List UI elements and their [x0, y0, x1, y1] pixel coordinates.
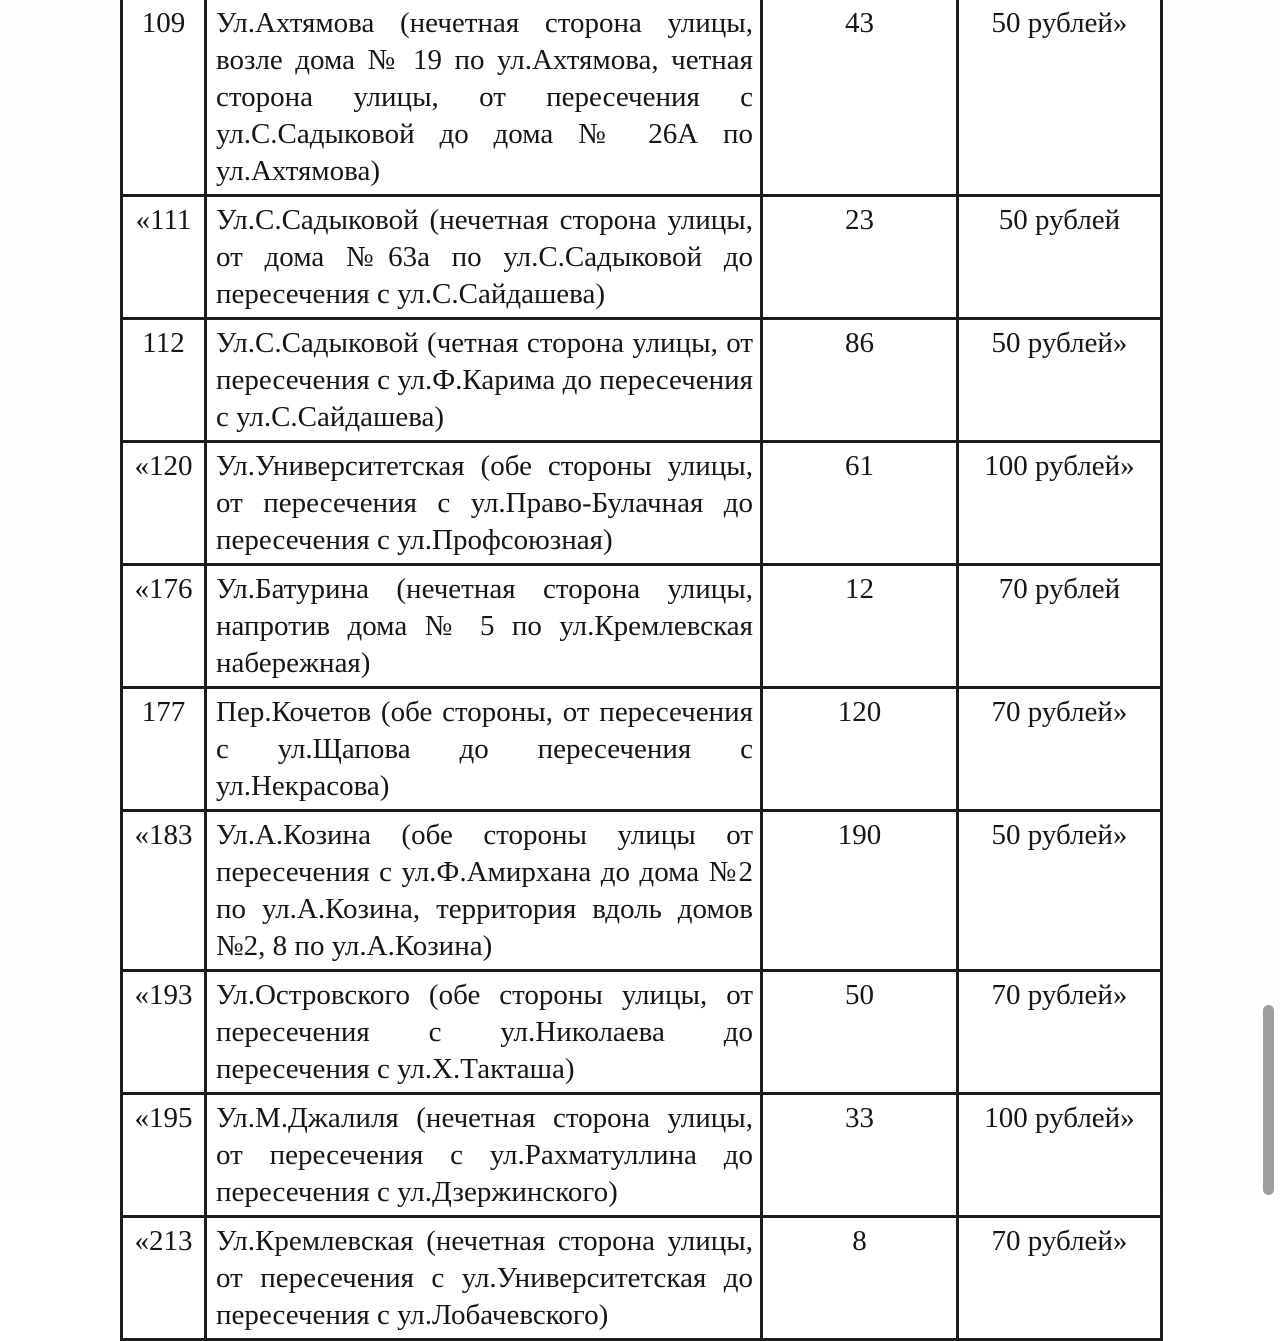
- scrollbar-thumb[interactable]: [1263, 1005, 1274, 1195]
- description-cell: Ул.Ахтямова (нечетная сторона улицы, возле дома № 19 по ул.Ахтямова, четная сторона улицы, от пересечения с ул.С.Садыковой до дома № 26А по ул.Ахтямова): [206, 0, 762, 196]
- table-row: [122, 1094, 1162, 1217]
- price-cell: 70 рублей»: [958, 688, 1162, 811]
- price-cell: 50 рублей: [958, 196, 1162, 319]
- row-number-cell: «195: [122, 1094, 206, 1217]
- table-row: [122, 196, 1162, 319]
- count-cell: 61: [762, 442, 958, 565]
- table-row: [122, 811, 1162, 971]
- description-cell: Ул.Университетская (обе стороны улицы, от пересечения с ул.Право-Булачная до пересечения с ул.Профсоюзная): [206, 442, 762, 565]
- table-row: [122, 971, 1162, 1094]
- description-cell: Пер.Кочетов (обе стороны, от пересечения с ул.Щапова до пересечения с ул.Некрасова): [206, 688, 762, 811]
- row-number-cell: «111: [122, 196, 206, 319]
- row-number-cell: «183: [122, 811, 206, 971]
- price-cell: 100 рублей»: [958, 1094, 1162, 1217]
- table-row: [122, 688, 1162, 811]
- table-row: [122, 319, 1162, 442]
- count-cell: 190: [762, 811, 958, 971]
- table-row: [122, 0, 1162, 196]
- price-cell: 50 рублей»: [958, 0, 1162, 196]
- count-cell: 8: [762, 1217, 958, 1340]
- price-cell: 50 рублей»: [958, 811, 1162, 971]
- price-cell: 70 рублей»: [958, 971, 1162, 1094]
- description-cell: Ул.С.Садыковой (четная сторона улицы, от пересечения с ул.Ф.Карима до пересечения с ул.С.Сайдашева): [206, 319, 762, 442]
- row-number-cell: «213: [122, 1217, 206, 1340]
- description-cell: Ул.Батурина (нечетная сторона улицы, напротив дома № 5 по ул.Кремлевская набережная): [206, 565, 762, 688]
- price-cell: 70 рублей»: [958, 1217, 1162, 1340]
- row-number-cell: 112: [122, 319, 206, 442]
- count-cell: 50: [762, 971, 958, 1094]
- count-cell: 33: [762, 1094, 958, 1217]
- description-cell: Ул.А.Козина (обе стороны улицы от пересечения с ул.Ф.Амирхана до дома №2 по ул.А.Козина, территория вдоль домов №2, 8 по ул.А.Козина): [206, 811, 762, 971]
- count-cell: 43: [762, 0, 958, 196]
- row-number-cell: 109: [122, 0, 206, 196]
- row-number-cell: «120: [122, 442, 206, 565]
- description-cell: Ул.С.Садыковой (нечетная сторона улицы, от дома №63а по ул.С.Садыковой до пересечения с ул.С.Сайдашева): [206, 196, 762, 319]
- row-number-cell: «176: [122, 565, 206, 688]
- price-cell: 100 рублей»: [958, 442, 1162, 565]
- table-row: [122, 1217, 1162, 1340]
- price-cell: 70 рублей: [958, 565, 1162, 688]
- description-cell: Ул.Островского (обе стороны улицы, от пересечения с ул.Николаева до пересечения с ул.Х.Такташа): [206, 971, 762, 1094]
- count-cell: 120: [762, 688, 958, 811]
- description-cell: Ул.Кремлевская (нечетная сторона улицы, от пересечения с ул.Университетская до пересечения с ул.Лобачевского): [206, 1217, 762, 1340]
- tariff-table: [120, 0, 1163, 1341]
- table-row: [122, 565, 1162, 688]
- count-cell: 86: [762, 319, 958, 442]
- count-cell: 23: [762, 196, 958, 319]
- row-number-cell: «193: [122, 971, 206, 1094]
- price-cell: 50 рублей»: [958, 319, 1162, 442]
- row-number-cell: 177: [122, 688, 206, 811]
- table-row: [122, 442, 1162, 565]
- description-cell: Ул.М.Джалиля (нечетная сторона улицы, от пересечения с ул.Рахматуллина до пересечения с ул.Дзержинского): [206, 1094, 762, 1217]
- table-body: [122, 0, 1162, 1340]
- count-cell: 12: [762, 565, 958, 688]
